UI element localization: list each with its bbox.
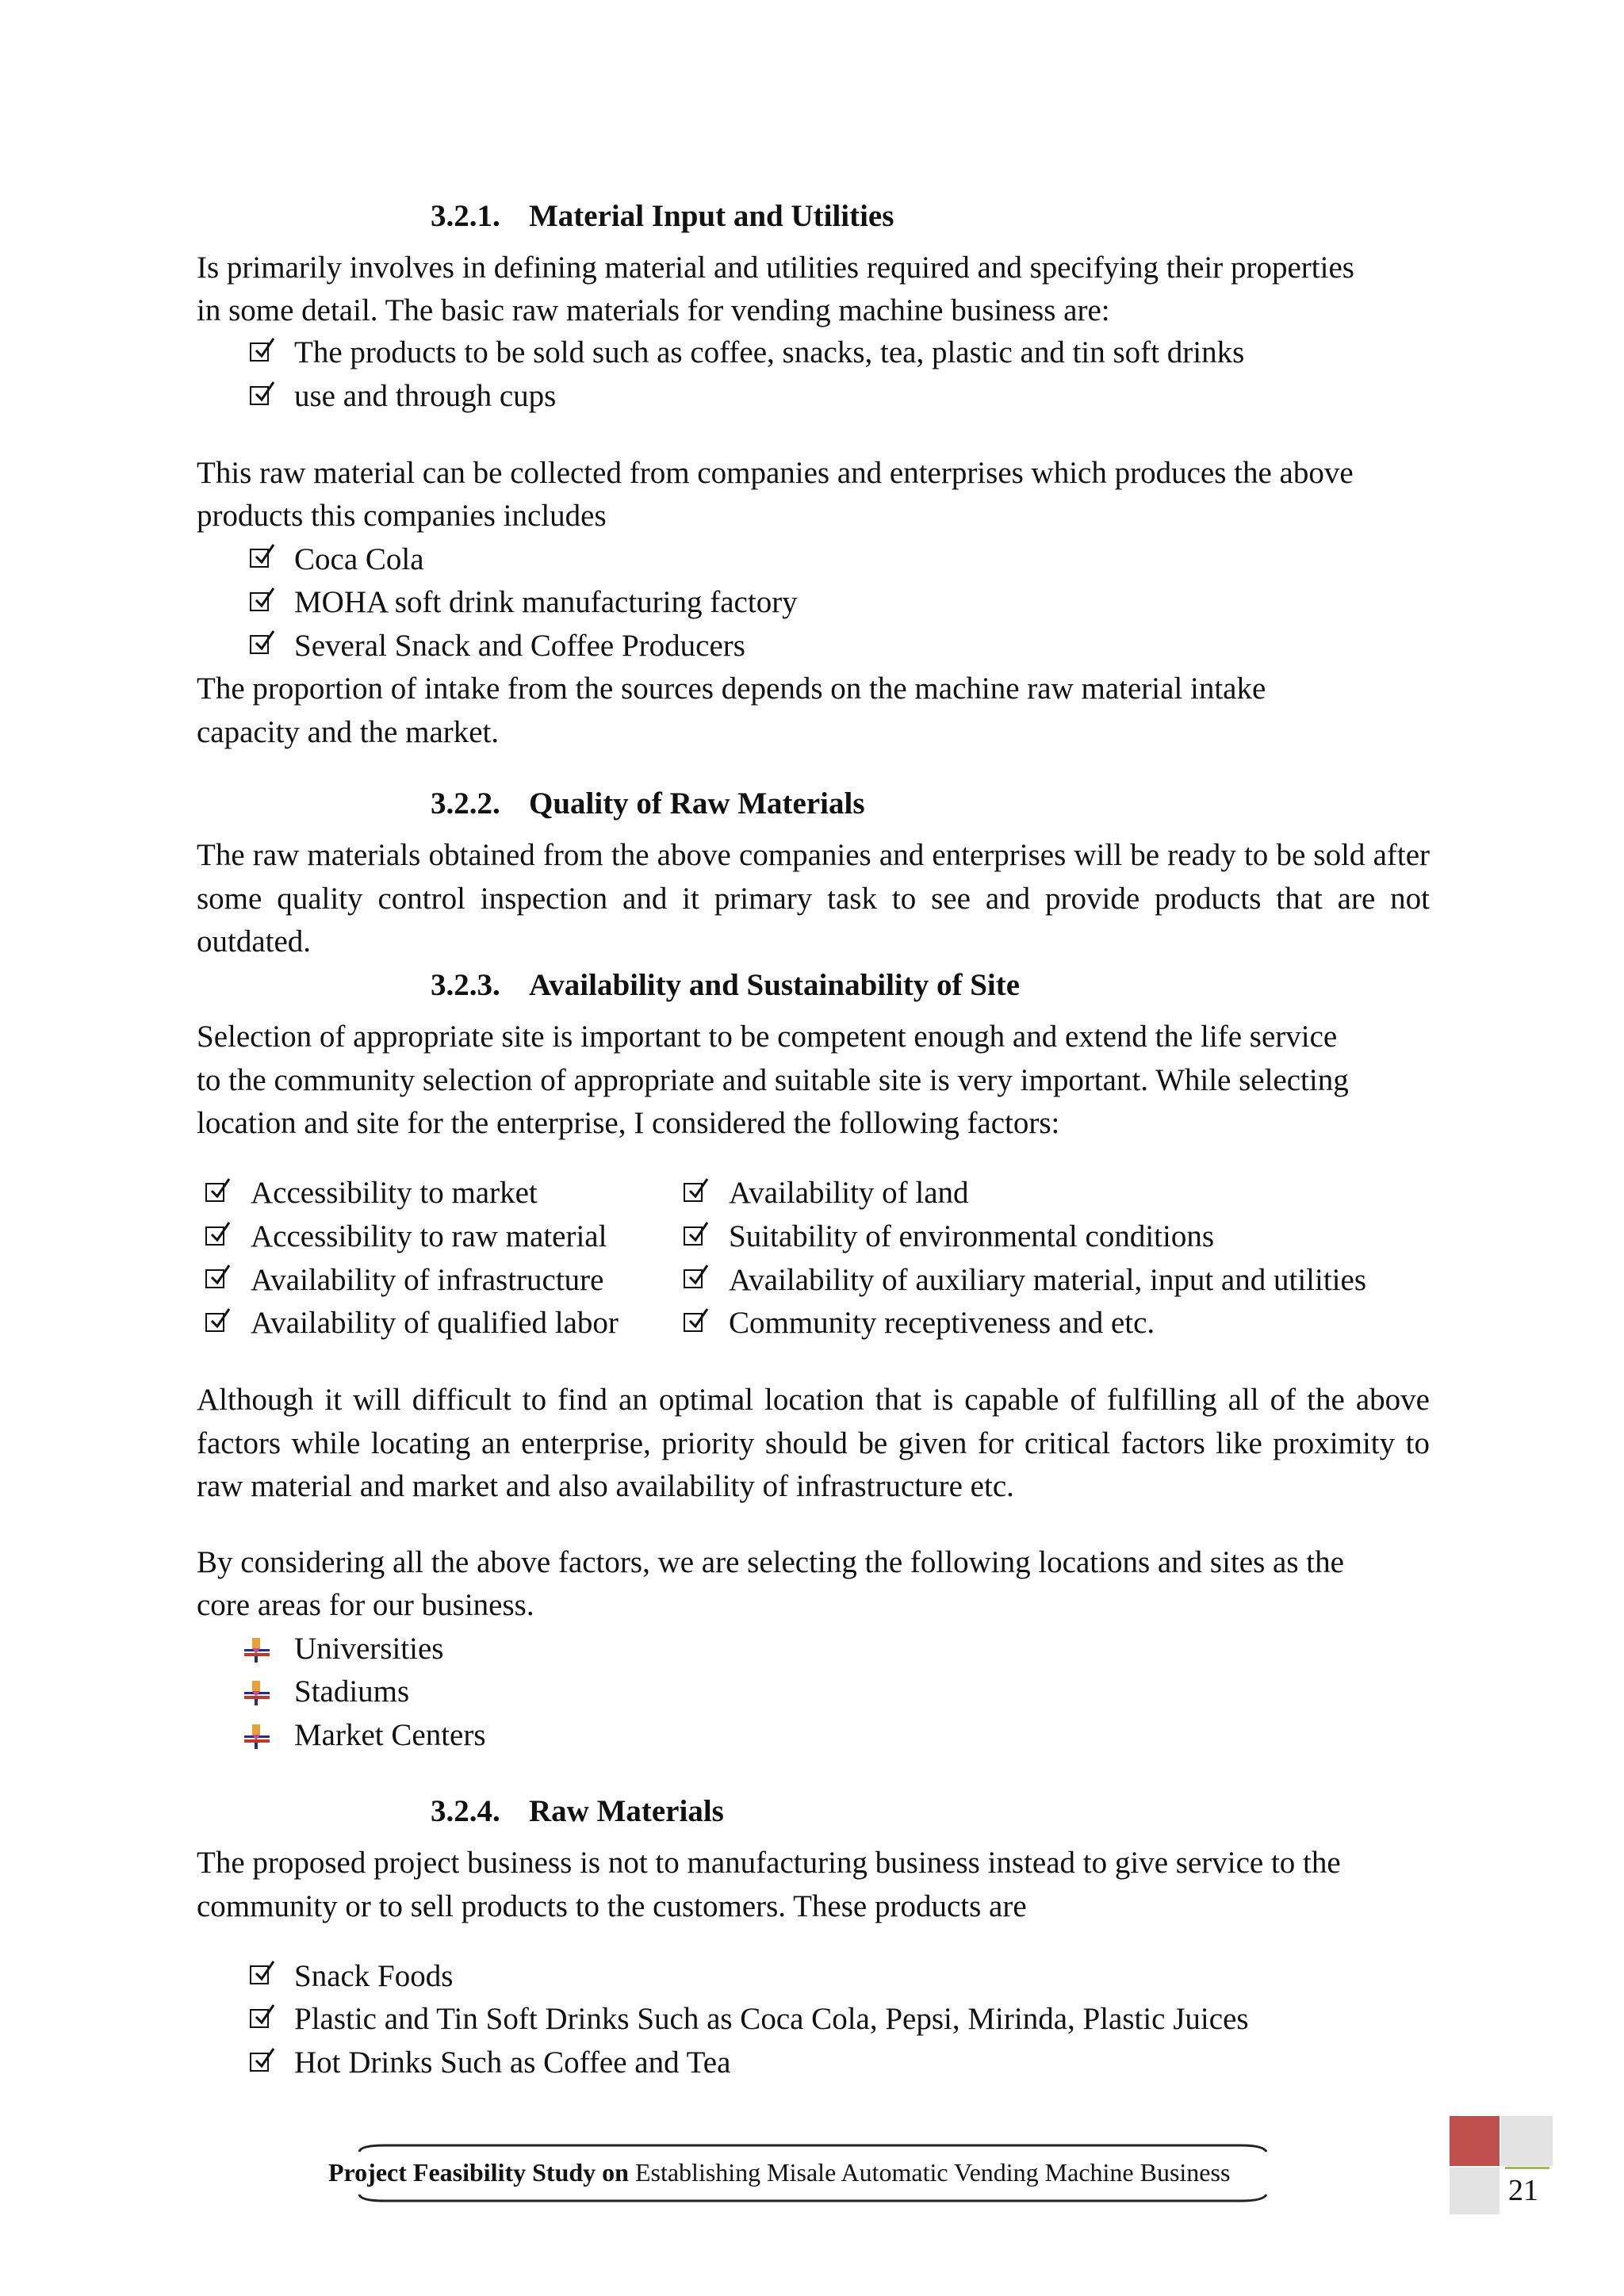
factor-item: Suitability of environmental conditions (729, 1219, 1215, 1253)
section-title: Quality of Raw Materials (529, 786, 865, 821)
list-item: Coca Cola (294, 542, 424, 576)
factor-item: Availability of land (729, 1176, 969, 1210)
checkbox-icon (684, 1313, 703, 1332)
factor-item: Availability of auxiliary material, input and utilities (729, 1263, 1366, 1297)
checkbox-icon (205, 1183, 224, 1202)
heading-3-2-1 (431, 195, 894, 238)
location-item: Stadiums (294, 1674, 410, 1709)
corner-square-light (1501, 2116, 1553, 2166)
paragraph-line: core areas for our business. (197, 1588, 534, 1622)
paragraph-line: The proposed project business is not to manufacturing business instead to give service to the (197, 1846, 1341, 1880)
section-title: Availability and Sustainability of Site (529, 968, 1021, 1002)
checkbox-icon (684, 1226, 703, 1246)
page-number-rule (1505, 2167, 1549, 2169)
checkbox-icon (250, 592, 269, 611)
factor-item: Availability of qualified labor (251, 1306, 619, 1340)
checkbox-icon (205, 1226, 224, 1246)
factor-item: Accessibility to raw material (251, 1219, 607, 1253)
corner-square-light (1450, 2168, 1500, 2214)
checkbox-icon (250, 342, 269, 362)
corner-square-accent (1450, 2116, 1500, 2166)
checkbox-icon (250, 386, 269, 405)
checkbox-icon (205, 1313, 224, 1332)
arrow-bullet-icon (243, 1723, 271, 1750)
paragraph-line: products this companies includes (197, 499, 607, 533)
heading-3-2-2 (431, 783, 865, 825)
page-number: 21 (1508, 2174, 1538, 2207)
list-item: The products to be sold such as coffee, snacks, tea, plastic and tin soft drinks (294, 335, 1245, 369)
paragraph-line: location and site for the enterprise, I considered the following factors: (197, 1106, 1060, 1140)
section-number: 3.2.4. (431, 1794, 500, 1828)
heading-3-2-3 (431, 964, 1020, 1007)
list-item: use and through cups (294, 379, 557, 413)
section-title: Material Input and Utilities (529, 199, 894, 233)
checkbox-icon (250, 635, 269, 654)
paragraph-line: to the community selection of appropriate and suitable site is very important. While selecting (197, 1063, 1349, 1097)
factor-item: Availability of infrastructure (251, 1263, 604, 1297)
paragraph-line: Is primarily involves in defining material and utilities required and specifying their properties (197, 251, 1354, 285)
list-item: MOHA soft drink manufacturing factory (294, 585, 798, 619)
checkbox-icon (250, 549, 269, 568)
arrow-bullet-icon (243, 1636, 271, 1663)
footer-bold: Project Feasibility Study on (328, 2158, 629, 2187)
section-number: 3.2.1. (431, 199, 500, 233)
paragraph-line: in some detail. The basic raw materials for vending machine business are: (197, 293, 1110, 327)
paragraph-line: capacity and the market. (197, 715, 500, 749)
paragraph-line: The proportion of intake from the sources depends on the machine raw material intake (197, 672, 1266, 706)
paragraph-line: community or to sell products to the customers. These products are (197, 1889, 1027, 1923)
paragraph: The raw materials obtained from the above companies and enterprises will be ready to be sold after some quality control inspection and it primary task to see and provide products that are not outdated. (197, 838, 1430, 959)
footer-text (328, 2158, 1230, 2187)
factor-item: Accessibility to market (251, 1176, 538, 1210)
section-number: 3.2.2. (431, 786, 500, 821)
checkbox-icon (205, 1269, 224, 1288)
paragraph-line: Selection of appropriate site is important to be competent enough and extend the life service (197, 1020, 1338, 1054)
heading-3-2-4 (431, 1790, 724, 1833)
product-item: Snack Foods (294, 1959, 454, 1993)
paragraph-line: By considering all the above factors, we are selecting the following locations and sites as the (197, 1545, 1344, 1579)
location-item: Market Centers (294, 1718, 486, 1752)
checkbox-icon (684, 1183, 703, 1202)
paragraph-line: This raw material can be collected from companies and enterprises which produces the above (197, 456, 1354, 490)
product-item: Hot Drinks Such as Coffee and Tea (294, 2045, 731, 2080)
location-item: Universities (294, 1632, 444, 1666)
paragraph: Although it will difficult to find an optimal location that is capable of fulfilling all of the above factors while locating an enterprise, priority should be given for critical factors like proximity to raw material and market and also availability of infrastructure etc. (197, 1383, 1430, 1503)
product-item: Plastic and Tin Soft Drinks Such as Coca Cola, Pepsi, Mirinda, Plastic Juices (294, 2002, 1249, 2036)
section-number: 3.2.3. (431, 968, 500, 1002)
arrow-bullet-icon (243, 1679, 271, 1706)
checkbox-icon (250, 2009, 269, 2028)
checkbox-icon (250, 2053, 269, 2072)
factor-item: Community receptiveness and etc. (729, 1306, 1155, 1340)
footer-title: Establishing Misale Automatic Vending Machine Business (634, 2158, 1231, 2187)
checkbox-icon (684, 1269, 703, 1288)
checkbox-icon (250, 1965, 269, 1984)
section-title: Raw Materials (529, 1794, 724, 1828)
list-item: Several Snack and Coffee Producers (294, 629, 745, 663)
